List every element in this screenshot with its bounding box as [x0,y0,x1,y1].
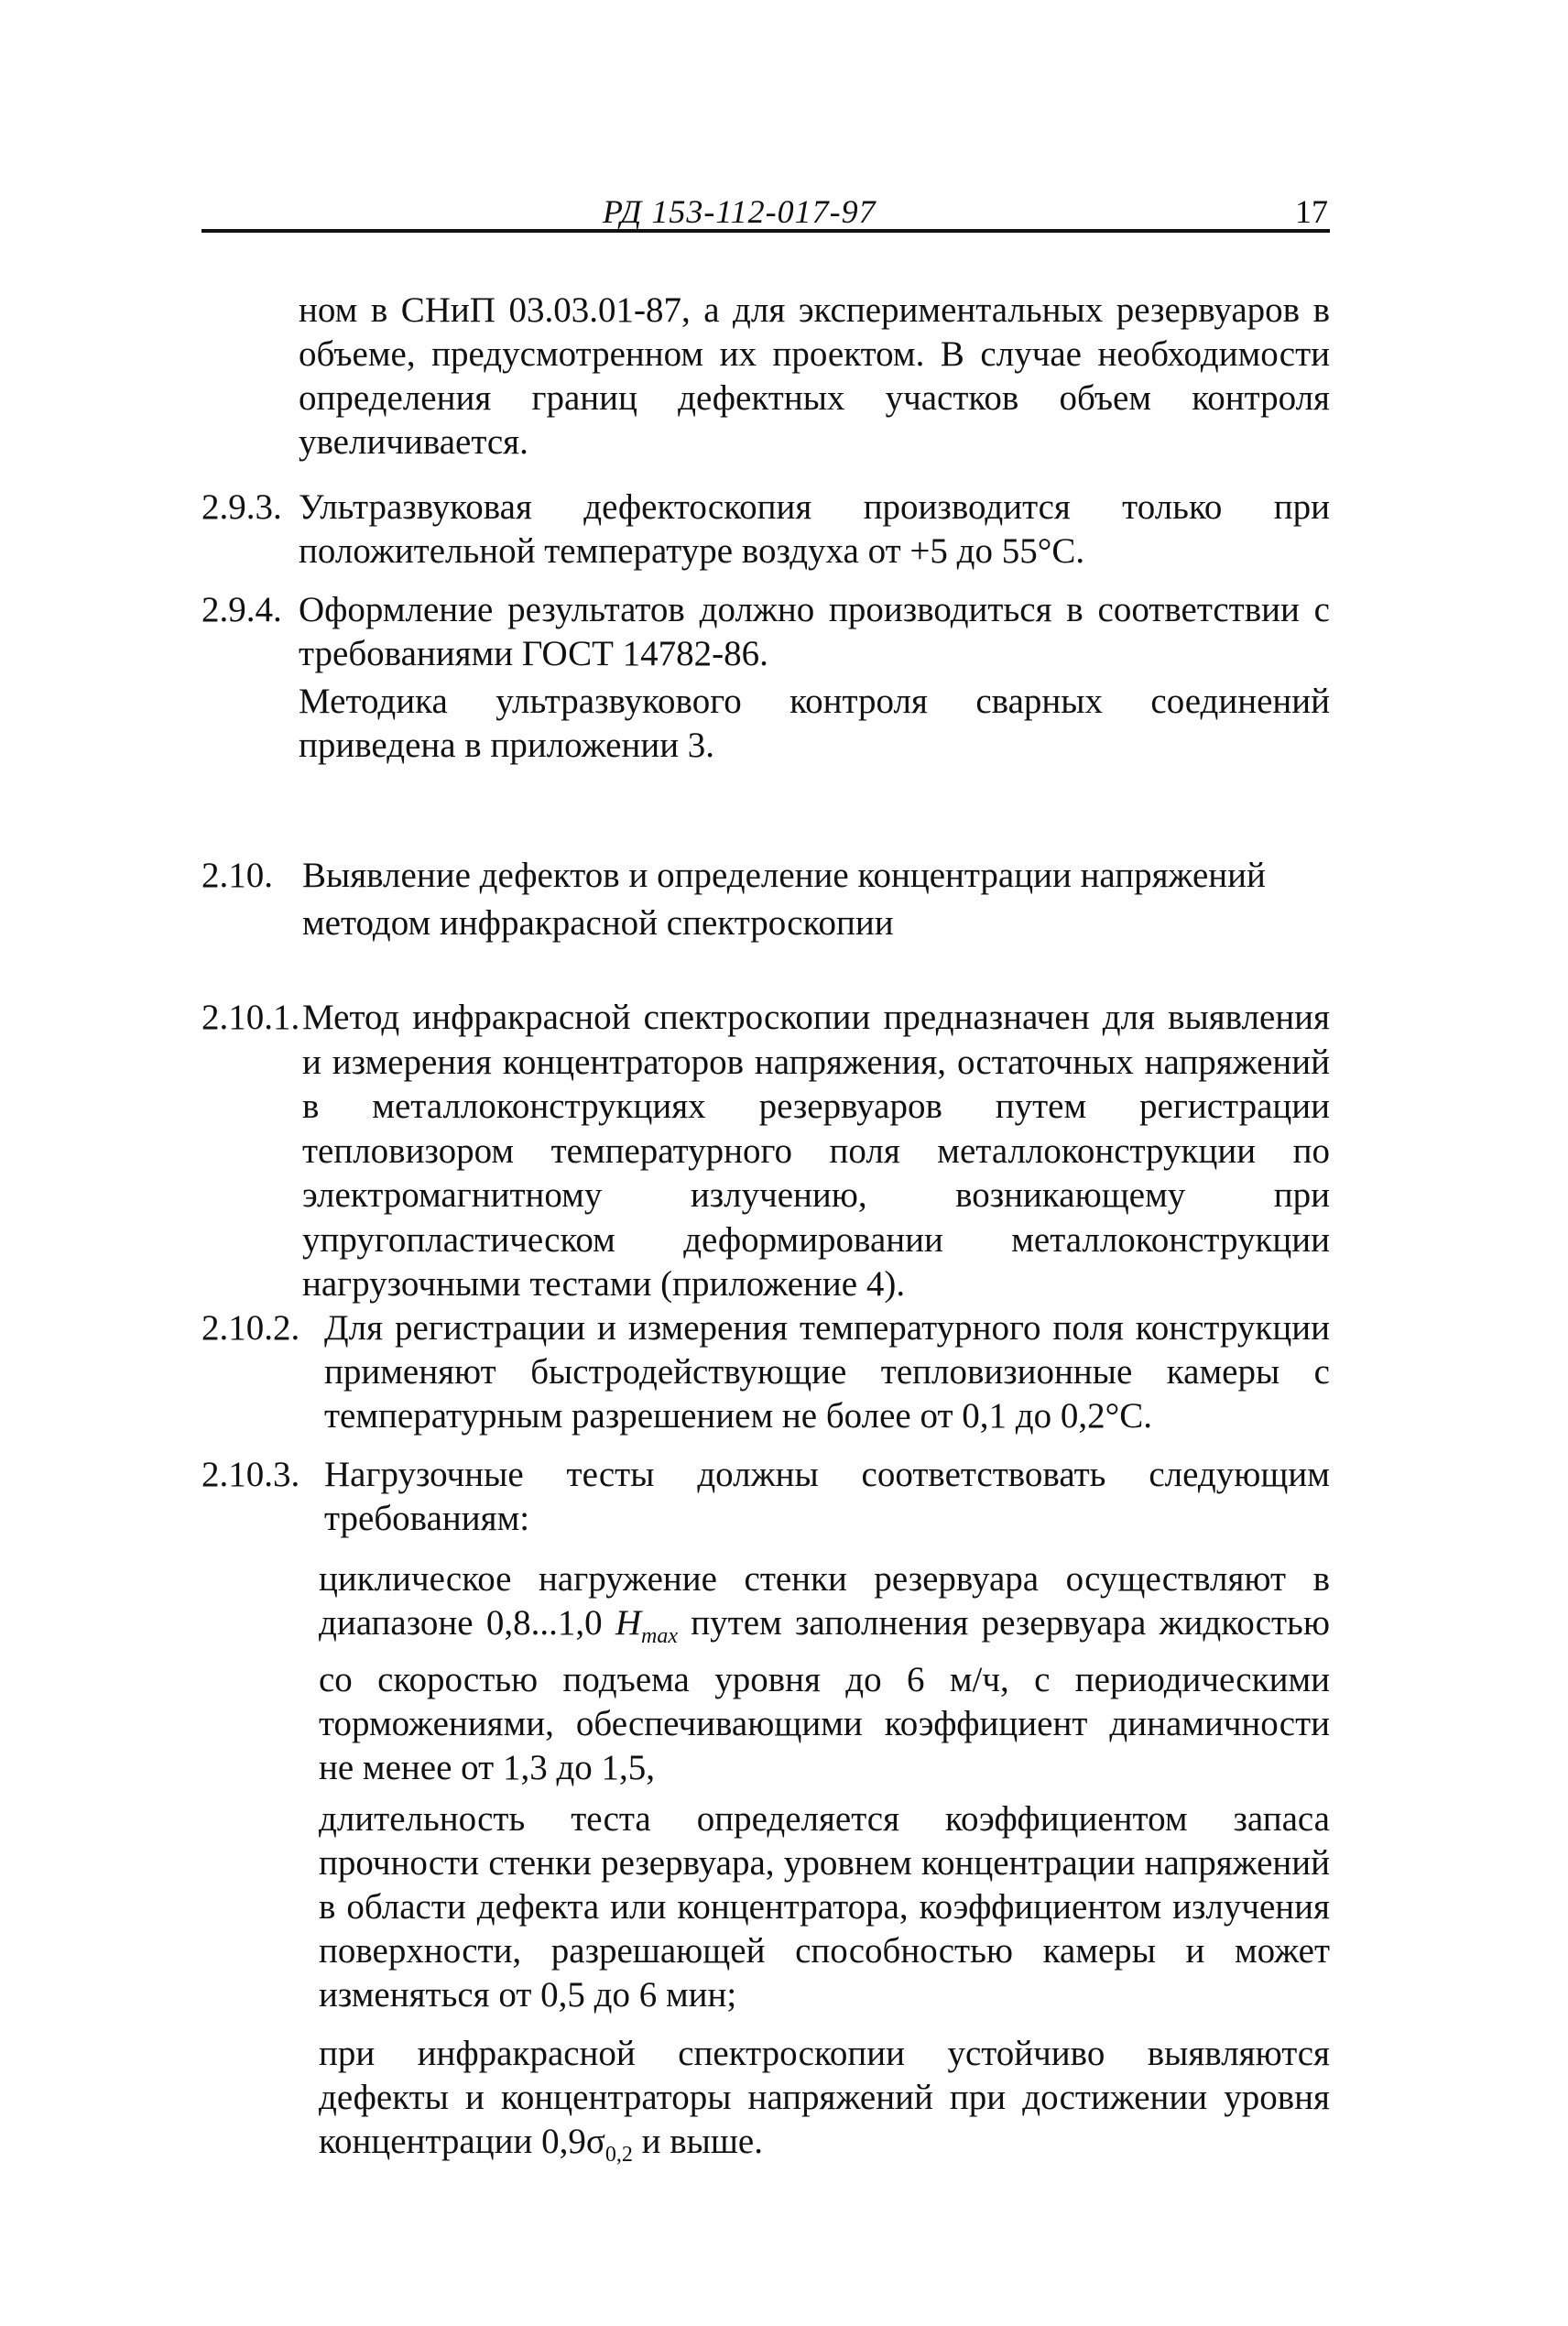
item-text-2-9-4: Оформление результатов должно производиться в соответствии с требованиями ГОСТ 14782-86. [299,590,1330,673]
section-number-2-10: 2.10. [201,856,273,895]
requirement-1-text-start: циклическое нагружение стенки резервуара осуществляют в диапазоне 0,8...1,0 [319,1559,1330,1643]
sigma-symbol: $\sigma_{0,2}$ [585,2122,633,2167]
subitem-text-2-10-1: Метод инфракрасной спектроскопии предназначен для выявления и измерения концентраторов напряжения, остаточных напряжений в металлоконструкциях резервуаров путем регистрации тепловизором температурного поля металлоконструкции по электромагнитному излучению, возникающему при упругопластическом деформировании металлоконструкции нагрузочными тестами (приложение 4). [302,998,1330,1304]
requirement-cyclic-loading [319,1557,1330,1790]
requirement-3-text-end: и выше. [641,2122,763,2161]
subitem-number-2-10-1: 2.10.1. [201,998,300,1037]
subitem-number-2-10-2: 2.10.2. [201,1308,300,1348]
header-divider [201,229,1330,233]
subitem-text-2-10-3: Нагрузочные тесты должны соответствовать следующим требованиям: [324,1455,1330,1538]
page-number: 17 [1295,193,1328,230]
item-number-2-9-3: 2.9.3. [201,487,282,527]
item-number-2-9-4: 2.9.4. [201,590,282,629]
item-text-2-9-3: Ультразвуковая дефектоскопия производится только при положительной температуре воздуха от +5 до 55°С. [299,487,1330,571]
subitem-text-2-10-2: Для регистрации и измерения температурного поля конструкции применяют быстродействующие тепловизионные камеры с температурным разрешением не более от 0,1 до 0,2°С. [324,1308,1330,1436]
requirement-1-text-end: путем заполнения резервуара жидкостью со скоростью подъема уровня до 6 м/ч, с периодическими торможениями, обеспечивающими коэффициент динамичности не менее от 1,3 до 1,5, [319,1603,1330,1787]
intro-paragraph: ном в СНиП 03.03.01-87, а для экспериментальных резервуаров в объеме, предусмотренном их проектом. В случае необходимости определения границ дефектных участков объем контроля увеличивается. [299,290,1330,462]
document-code: РД 153-112-017-97 [603,193,877,230]
h-max-symbol: $H_{max}$ [615,1603,679,1648]
section-title-2-10: Выявление дефектов и определение концентрации напряжений методом инфракрасной спектроскопии [302,856,1266,943]
item-text-2-9-4-method: Методика ультразвукового контроля сварных соединений приведена в приложении 3. [299,682,1330,765]
requirement-3-text-start: при инфракрасной спектроскопии устойчиво выявляются дефекты и концентраторы напряжений при достижении уровня концентрации 0,9 [319,2034,1330,2161]
requirement-detection-level [319,2032,1330,2177]
subitem-number-2-10-3: 2.10.3. [201,1455,300,1494]
requirement-test-duration: длительность теста определяется коэффициентом запаса прочности стенки резервуара, уровнем концентрации напряжений в области дефекта или концентратора, коэффициентом излучения поверхности, разрешающей способностью камеры и может изменяться от 0,5 до 6 мин; [319,1799,1330,2015]
